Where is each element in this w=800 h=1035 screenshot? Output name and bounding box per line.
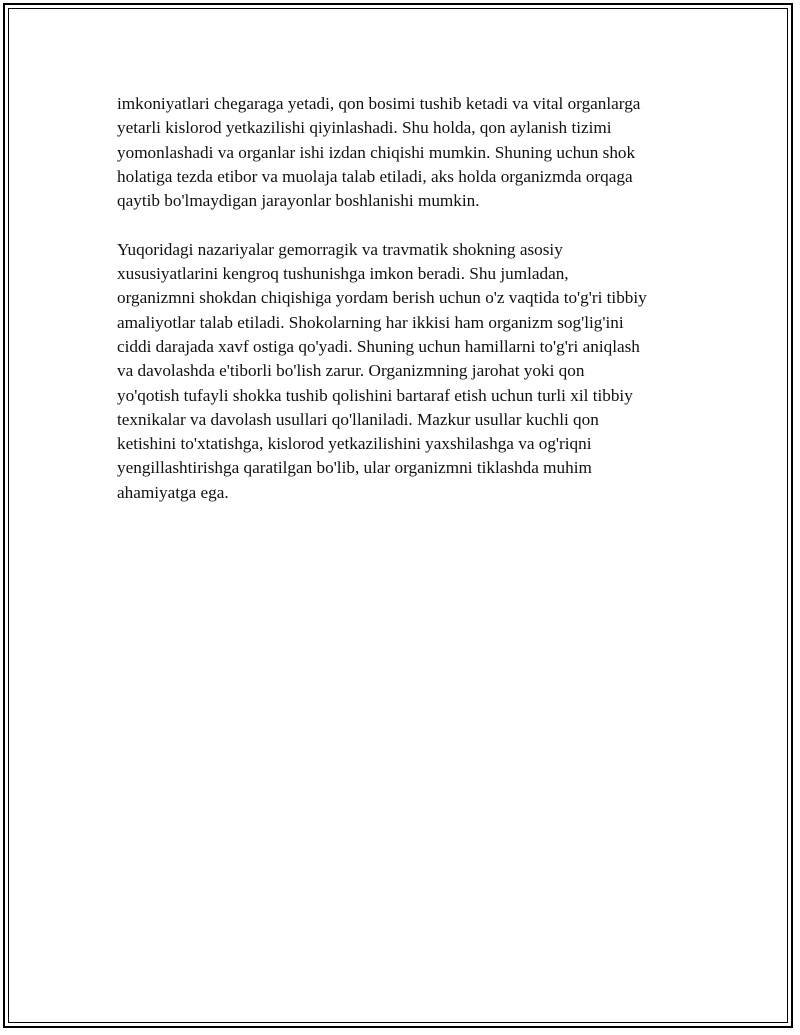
paragraph-theories-summary: Yuqoridagi nazariyalar gemorragik va travmatik shokning asosiy xususiyatlarini kengroq tushunishga imkon beradi. Shu jumladan, organizmni shokdan chiqishiga yordam berish uchun o'z vaqtida to'g'ri tibbiy amaliyotlar talab etiladi. Shokolarning har ikkisi ham organizm sog'lig'ini ciddi darajada xavf ostiga qo'yadi. Shuning uchun hamillarni to'g'ri aniqlash va davolashda e'tiborli bo'lish zarur. Organizmning jarohat yoki qon yo'qotish tufayli shokka tushib qolishini bartaraf etish uchun turli xil tibbiy texnikalar va davolash usullari qo'llaniladi. Mazkur usullar kuchli qon ketishini to'xtatishga, kislorod yetkazilishini yaxshilashga va og'riqni yengillashtirishga qaratilgan bo'lib, ular organizmni tiklashda muhim ahamiyatga ega.	[117, 239, 647, 502]
paragraph-shock-consequences: imkoniyatlari chegaraga yetadi, qon bosimi tushib ketadi va vital organlarga yetarli kislorod yetkazilishi qiyinlashadi. Shu holda, qon aylanish tizimi yomonlashadi va organlar ishi izdan chiqishi mumkin. Shuning uchun shok holatiga tezda etibor va muolaja talab etiladi, aks holda organizmda orqaga qaytib bo'lmaydigan jarayonlar boshlanishi mumkin.	[117, 94, 641, 211]
document-body	[117, 92, 692, 505]
